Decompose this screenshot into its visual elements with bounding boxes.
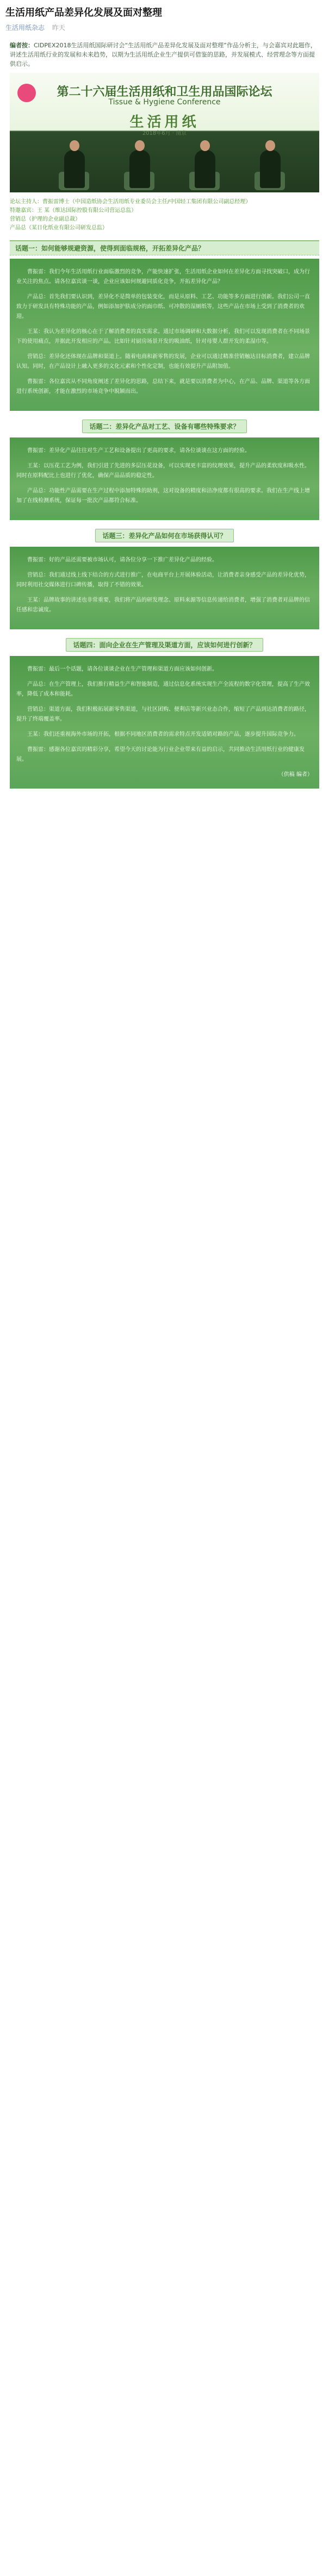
topic-paragraph: 王某：我们还重视海外市场的开拓，根据不同地区消费者的需求特点开发适销对路的产品，逐步提升国际竞争力。 — [27, 731, 299, 737]
topic-paragraph: 王某：品牌故事的讲述也非常重要，我们将产品的研发理念、原料来源等信息传递给消费者，增强了消费者对品牌的信任感和忠诚度。 — [16, 597, 310, 613]
topic-paragraph: 产品总：在生产管理上，我们推行精益生产和智能制造，通过信息化系统实现生产全流程的数字化管理，提高了生产效率，降低了成本和能耗。 — [16, 681, 310, 697]
topic-paragraph: 曹振雷：差异化产品往往对生产工艺和设备提出了更高的要求，请各位谈谈在这方面的经验。 — [27, 448, 250, 454]
topic-paragraph: 营销总：差异化还体现在品牌和渠道上。随着电商和新零售的发展，企业可以通过精准营销触达目标消费者，建立品牌认知。同时，在产品设计上融入更多的文化元素和个性化定制，也能有效提升产品附加值。 — [16, 354, 310, 370]
topic-paragraph: 曹振雷：各位嘉宾从不同角度阐述了差异化的思路，总结下来，就是要以消费者为中心，在产品、品牌、渠道等各方面进行系统创新，才能在激烈的市场竞争中脱颖而出。 — [16, 379, 310, 395]
publish-date: 昨天 — [52, 24, 65, 32]
article-meta — [5, 23, 324, 32]
topic-paragraph: 王某：以压花工艺为例，我们引进了先进的多层压花设备，可以实现更丰富的纹理效果，提升产品的柔软度和吸水性。同时在原料配比上也进行了优化，确保产品品质的稳定性。 — [16, 463, 310, 479]
panel-speakers — [10, 133, 319, 192]
caption-line: 营销总（护理的企业副总裁） — [10, 216, 80, 222]
topic-heading: 话题三：差异化产品如何在市场获得认可？ — [95, 529, 233, 542]
topic-heading: 话题一：如何能够规避资源，使得到面临规格，开拓差异化产品？ — [10, 240, 319, 255]
editor-note-label: 编者按： — [10, 42, 34, 49]
topic-heading-wrap — [10, 529, 319, 542]
speaker-figure — [195, 150, 215, 188]
article-title: 生活用纸产品差异化发展及面对整理 — [5, 7, 162, 18]
conference-photo — [10, 73, 319, 192]
topic-paragraph: 曹振雷：好的产品还需要被市场认可，请各位分享一下推广差异化产品的经验。 — [27, 557, 218, 563]
topic-heading-wrap — [10, 420, 319, 433]
topic-heading: 话题四：面向企业在生产管理及渠道方面，应该如何进行创新？ — [66, 638, 263, 652]
caption-line: 论坛主持人：曹振雷博士（中国造纸协会生活用纸专业委员会主任/中国轻工集团有限公司副总经理） — [10, 199, 251, 205]
topic-paragraph: 王某：我认为差异化的核心在于了解消费者的真实需求。通过市场调研和大数据分析，我们可以发现消费者在不同场景下的使用痛点，并据此开发相应的产品。比如针对厨房场景开发的吸油纸，针对母婴人群开发的柔湿巾等。 — [16, 329, 310, 345]
speaker-figure — [64, 150, 85, 188]
topic-paragraph: 营销总：渠道方面，我们积极拓展新零售渠道，与社区团购、便利店等新兴业态合作，缩短了产品到达消费者的路径，提升了终端覆盖率。 — [16, 706, 310, 722]
banner-cn-title: 第二十六届生活用纸和卫生用品国际论坛 — [57, 85, 272, 99]
speaker-figure — [129, 150, 150, 188]
topic-body — [10, 656, 319, 789]
topic-heading: 话题二：差异化产品对工艺、设备有哪些特殊要求？ — [82, 420, 246, 433]
topic-paragraph: 曹振雷：感谢各位嘉宾的精彩分享，希望今天的讨论能为行业企业带来有益的启示，共同推动生活用纸行业的健康发展。 — [16, 747, 305, 762]
banner-subtitle: 2018年6月 · 南京 — [142, 130, 187, 136]
topic-body — [10, 547, 319, 629]
account-link[interactable]: 生活用纸杂志 — [5, 24, 45, 32]
photo-caption — [10, 198, 319, 233]
editor-note-text: CIDPEX2018生活用纸国际研讨会“生活用纸产品差异化发展及面对整理”作品分析主，与会嘉宾对此题作，讲述生活用纸行业的发展和未来趋势，以期为生活用纸企业生产提供可借鉴的思路，并发展模式、经营理念等方面提供启示。 — [10, 42, 316, 67]
article-signature: （供稿 编者） — [278, 772, 313, 778]
topic-body — [10, 437, 319, 520]
banner-big-title: 生活用纸 — [129, 114, 200, 130]
topic-heading-wrap — [10, 638, 319, 652]
topic-paragraph: 产品总：首先我们要认识到，差异化不是简单的包装变化，而是从原料、工艺、功能等多方面进行创新。我们公司一直致力于研发具有特殊功能的产品，例如添加护肤成分的面巾纸、可冲散的湿厕纸等，这些产品在市场上受到了消费者的欢迎。 — [16, 294, 310, 320]
caption-line: 特邀嘉宾：王 某（维达国际控股有限公司营运总监） — [10, 208, 137, 214]
article-header — [0, 0, 329, 32]
speaker-figure — [260, 150, 281, 188]
topic-paragraph: 营销总：我们通过线上线下结合的方式进行推广，在电商平台上开展体验活动，让消费者亲身感受产品的差异化优势，同时利用社交媒体进行口碑传播，取得了不错的效果。 — [16, 572, 310, 588]
topic-body — [10, 259, 319, 411]
topic-paragraph: 曹振雷：我们今年生活用纸行业面临激烈的竞争，产能快速扩张，生活用纸企业如何在差异化方面寻找突破口，成为行业关注的焦点。请各位嘉宾谈一谈，企业应该如何规避同质化竞争，开拓差异化产品？ — [16, 269, 310, 285]
article-body — [10, 41, 319, 789]
banner-en-title: Tissue & Hygiene Conference — [108, 98, 221, 107]
topic-paragraph: 曹振雷：最后一个话题，请各位谈谈企业在生产管理和渠道方面应该如何创新。 — [27, 666, 218, 672]
topic-paragraph: 产品总：功能性产品需要在生产过程中添加特殊的助剂，这对设备的精度和洁净度都有很高的要求。我们在生产线上增加了在线检测系统，保证每一批次产品都符合标准。 — [16, 488, 310, 504]
caption-line: 产品总（某日化纸业有限公司研发总监） — [10, 225, 108, 231]
editor-note — [10, 41, 319, 68]
